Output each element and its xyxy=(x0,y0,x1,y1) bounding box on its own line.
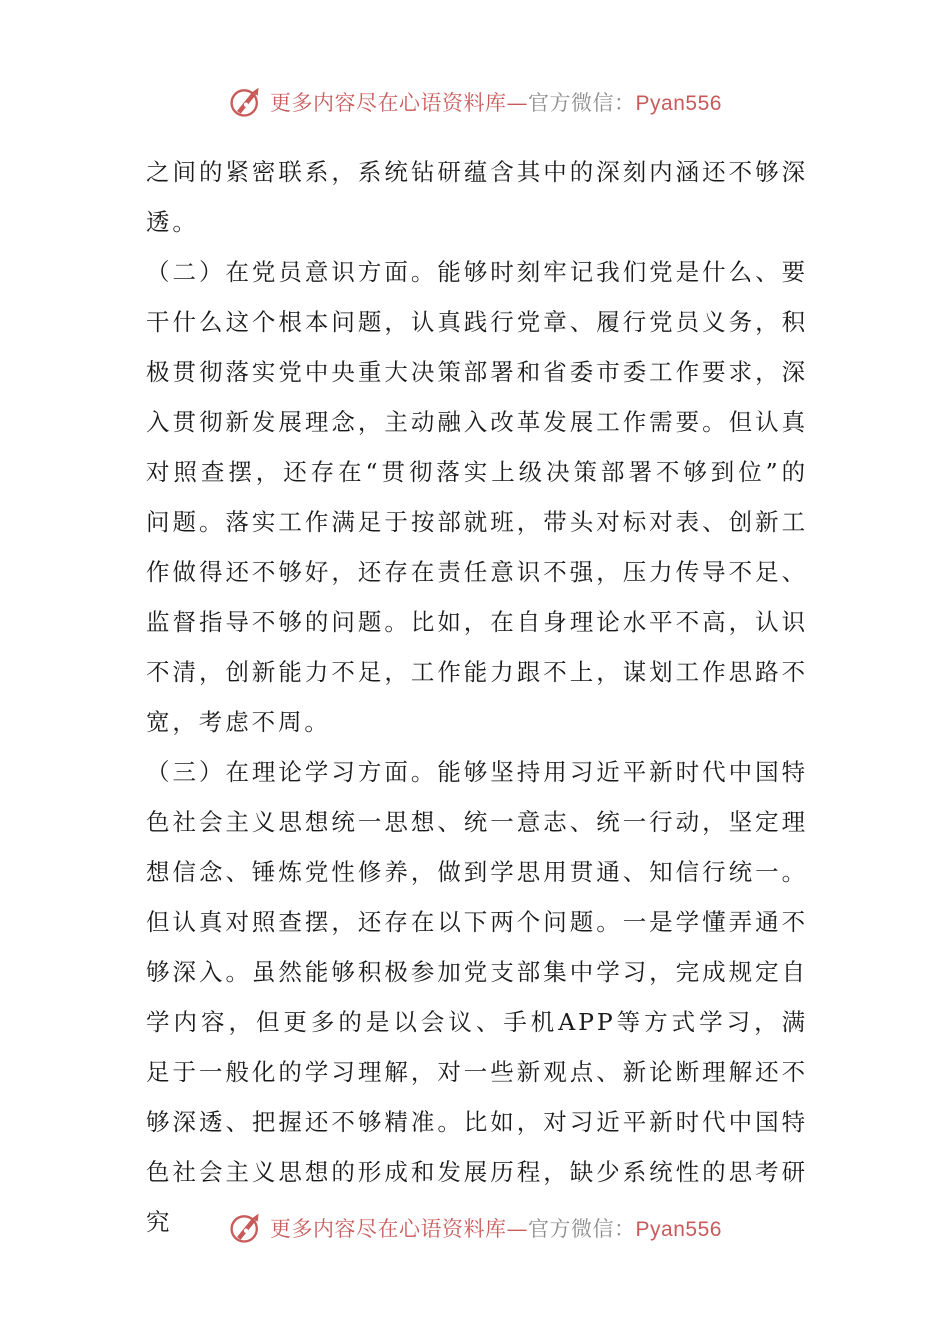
footer-watermark xyxy=(0,1206,950,1250)
watermark-text: 更多内容尽在心语资料库—官方微信：Pyan556 xyxy=(270,1217,722,1241)
paragraph: （二）在党员意识方面。能够时刻牢记我们党是什么、要干什么这个根本问题，认真践行党章、履行党员义务，积极贯彻落实党中央重大决策部署和省委市委工作要求，深入贯彻新发展理念，主动融入改革发展工作需要。但认真对照查摆，还存在“贯彻落实上级决策部署不够到位”的问题。落实工作满足于按部就班，带头对标对表、创新工作做得还不够好，还存在责任意识不强，压力传导不足、监督指导不够的问题。比如，在自身理论水平不高，认识不清，创新能力不足，工作能力跟不上，谋划工作思路不宽，考虑不周。 xyxy=(146,258,808,736)
paragraph: 之间的紧密联系，系统钻研蕴含其中的深刻内涵还不够深透。 xyxy=(146,158,808,236)
header-watermark xyxy=(0,80,950,124)
pen-nib-circle-icon xyxy=(228,84,264,120)
paragraph: （三）在理论学习方面。能够坚持用习近平新时代中国特色社会主义思想统一思想、统一意志、统一行动，坚定理想信念、锤炼党性修养，做到学思用贯通、知信行统一。但认真对照查摆，还存在以下两个问题。一是学懂弄通不够深入。虽然能够积极参加党支部集中学习，完成规定自学内容，但更多的是以会议、手机APP等方式学习，满足于一般化的学习理解，对一些新观点、新论断理解还不够深透、把握还不够精准。比如，对习近平新时代中国特色社会主义思想的形成和发展历程，缺少系统性的思考研究 xyxy=(146,758,808,1236)
watermark-text: 更多内容尽在心语资料库—官方微信：Pyan556 xyxy=(270,91,722,115)
document-body xyxy=(146,147,808,1247)
pen-nib-circle-icon xyxy=(228,1210,264,1246)
